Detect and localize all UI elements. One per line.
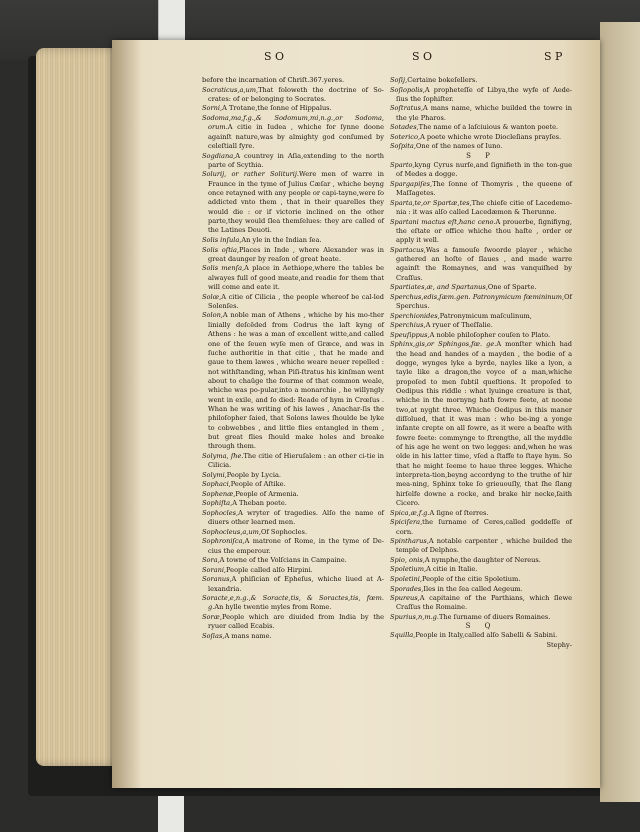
entry-headword: Soracte,e,n.g.,& Soracte,tis, & Soractes,tis, fœm. g. <box>202 594 384 612</box>
entry-definition: A mans name. <box>224 631 272 640</box>
entry-headword: Sophenæ, <box>202 489 236 498</box>
entry-definition: before the incarnation of Chriſt.367.yeres. <box>202 76 345 84</box>
entry-definition: The ſurname of diuers Romaines. <box>438 612 551 621</box>
entry-definition: A prouerbe, ſignifiyng, the eſtate or office whiche thou haſte , order or apply it well. <box>396 217 572 245</box>
entry-definition: People in Italy,called alſo Sabelli & Sabini. <box>415 631 558 640</box>
entry-definition: A ryuer of Theſſalie. <box>425 321 493 330</box>
entry-headword: Spartani mactus eſt,hanc ceno. <box>390 217 496 226</box>
entry-headword: Sodoma,ma,f.g.,& Sodomum,mi,n.g.,or Sodoma, orum. <box>202 113 384 132</box>
dictionary-entry <box>202 264 384 292</box>
dictionary-column-left <box>202 76 384 641</box>
dictionary-entry <box>390 340 572 508</box>
entry-definition: Patronymicum maſculinum, <box>439 311 532 320</box>
dictionary-entry <box>202 509 384 528</box>
entry-headword: Sperchionides, <box>390 311 440 320</box>
entry-headword: Solis inſula, <box>202 235 242 244</box>
dictionary-entry <box>390 133 572 142</box>
entry-headword: Speuſippus, <box>390 330 430 339</box>
entry-definition: A noble man of Athens , whiche by his mo-ther linially deſcēded from Codrus the laſt kyng of Athens : he was a man of excellent witte,and called one of the ſeuen wyſe men of Græce, and was in ſuche authoritie in that citie , that he made and gaue to them lawes , whiche weare neuer repelled : not withſtanding, whan Piſi-ſtratus his kinſman went about to chaūge the fourme of that common weale, whiche was po-pular,into a monarchie , he willyngly went in exile, and ſo died: Reade of hym in Crœſus . Whan he was writing of his lawes , Anachar-ſis the philoſopher ſaied, that Solons lawes ſhoulde be lyke to cobwebbes , and little flies entangled in them , but great flies ſhould make holes and breake through them. <box>208 311 384 451</box>
entry-definition: A propheteſſe of Libya,the wyfe of Aede-ſius the ſophiſter. <box>396 85 572 103</box>
entry-headword: Soſpita, <box>390 142 416 151</box>
entry-definition: The citie of Hieruſalem : an other ci-tie in Cilicia. <box>208 451 384 470</box>
entry-headword: Squilla, <box>390 631 416 640</box>
running-head-left: S O <box>264 50 285 63</box>
entry-headword: Soſtratus, <box>390 104 424 113</box>
entry-definition: A mans name, whiche builded the towre in the yle Pharos. <box>396 104 572 122</box>
entry-definition: Was a famouſe ſwoorde player , whiche gathered an hoſte of ſlaues , and made warre againſt the Romaynes, and was vanquiſhed by Craſſus. <box>396 245 572 282</box>
entry-definition: People by Lycia. <box>226 470 281 479</box>
dictionary-entry <box>202 236 384 245</box>
entry-headword: Sorni, <box>202 104 223 113</box>
dictionary-entry <box>390 594 572 613</box>
dictionary-entry <box>202 104 384 113</box>
entry-headword: Spartacus, <box>390 245 426 254</box>
dictionary-entry <box>390 312 572 321</box>
dictionary-entry <box>202 293 384 312</box>
entry-headword: Spiciſera, <box>390 518 423 527</box>
entry-definition: A notable carpenter , whiche builded the temple of Delphos. <box>396 537 572 555</box>
entry-definition: A Theban poete. <box>232 499 287 508</box>
entry-definition: That foloweth the doctrine of So-crates: of or belonging to Socrates. <box>208 85 384 103</box>
entry-headword: Soſij, <box>390 76 408 84</box>
entry-headword: Soſiopolis, <box>390 85 425 94</box>
dictionary-entry <box>390 631 572 640</box>
entry-headword: Soterico, <box>390 132 421 141</box>
entry-definition: the ſurname of Ceres,called goddeſſe of corn. <box>396 518 572 536</box>
entry-headword: Soranus, <box>202 575 232 584</box>
entry-headword: Sophocles, <box>202 508 239 517</box>
entry-headword: Spureus, <box>390 594 420 603</box>
dictionary-column-right <box>390 76 572 650</box>
entry-headword: Sophocleus,a,um, <box>202 527 261 536</box>
entry-definition: One of the names of Iuno. <box>415 142 503 151</box>
gutter-shadow <box>112 40 142 788</box>
entry-headword: Spio, onis, <box>390 555 425 564</box>
entry-headword: Spoletium, <box>390 565 427 574</box>
dictionary-entry <box>390 585 572 594</box>
dictionary-entry <box>390 556 572 565</box>
entry-headword: Spartiates,æ, and Spartanus, <box>390 283 488 292</box>
entry-headword: Spargapiſes, <box>390 179 433 188</box>
running-head-right: S P <box>544 50 563 63</box>
entry-definition: People of Armenia. <box>235 489 299 498</box>
entry-headword: Sphinx,gis,or Sphingos,fœ. ge. <box>390 340 497 349</box>
dictionary-entry <box>390 123 572 132</box>
dictionary-entry <box>202 76 384 85</box>
entry-headword: Sperchus,edis,ſæm.gen. Patronymicum fœmininum, <box>390 292 565 301</box>
running-head-center: S O <box>412 50 433 63</box>
dictionary-entry <box>390 321 572 330</box>
entry-headword: Sperchius, <box>390 321 426 330</box>
entry-definition: A towne of the Volſcians in Campaine. <box>219 556 347 565</box>
entry-definition: The ſonne of Thomyris , the queene of Maſſagetes. <box>396 179 572 198</box>
entry-definition: Of Sophocles. <box>260 527 308 536</box>
entry-headword: Sophroniſca, <box>202 537 245 546</box>
entry-definition: People of Aſtike. <box>230 480 286 489</box>
dictionary-entry <box>202 170 384 235</box>
section-heading: S Q <box>465 622 497 631</box>
entry-definition: People of the citie Spoletium. <box>421 575 521 583</box>
entry-definition: A ſigne of ſterres. <box>429 508 489 517</box>
dictionary-entry <box>202 537 384 556</box>
dictionary-entry <box>390 161 572 180</box>
entry-definition: A citie of Cilicia , the people whereof be cal-led Solenſes. <box>208 292 384 310</box>
entry-definition: A nymphe,the daughter of Nereus. <box>424 555 541 564</box>
dictionary-entry <box>390 565 572 574</box>
entry-definition: Certaine bokeſellers. <box>407 76 478 84</box>
entry-headword: Solœ, <box>202 292 222 301</box>
entry-headword: Solon, <box>202 311 223 320</box>
entry-definition: Places in Inde , where Alexander was in great daunger by reaſon of great heate. <box>208 245 384 263</box>
entry-definition: A monſter which had the head and handes of a mayden , the bodie of a dogge, wynges lyke a byrde, nayles like a lyon, a tayle like a dragon,the voyce of a man,whiche propoſed to men ſubtil queſtions. It propoſed to Oedipus this riddle : what lyuinge creature is that, whiche in the mornyng hath fowre feete, at noone two,at nyght three. Whiche Oedipus in this maner diſſolued, that it was man : who be-ing a yonge infante crepte on all fowre, as it were a beaſte with fowre feete: commynge to ſtrengthe, all the myddle of his age he went on two legges: and,when he was olde in his latter time, vſed a ſtaffe to ſtaye hym. So that he might ſeeme to haue three legges. Whiche interpreta-tion,beyng accordyng to the truthe of hir mea-ning, Sphinx toke ſo grieuouſly, that ſhe ſlang hirſelfe downe a rocke, and brake hir necke,ſaith Cicero. <box>396 340 572 508</box>
dictionary-entry <box>202 556 384 565</box>
running-head <box>112 48 600 68</box>
dictionary-entry <box>390 76 572 85</box>
dictionary-entry <box>390 199 572 218</box>
entry-definition: A citie in Iudea , whiche for ſynne doone againſt nature,was by almighty god conſumed by celeſtiall fyre. <box>208 123 384 150</box>
dictionary-entry <box>390 518 572 537</box>
entry-headword: Sporades, <box>390 584 424 593</box>
dictionary-entry <box>390 218 572 246</box>
entry-headword: Sparto, <box>390 160 415 169</box>
entry-definition: A citie in Italie. <box>426 565 478 574</box>
entry-definition: The name of a laſciuious & wanton poete. <box>418 123 559 132</box>
entry-definition: kyng Cyrus nurſe,and ſignifieth in the ton-gue of Medes a dogge. <box>396 160 572 179</box>
dictionary-entry <box>390 331 572 340</box>
entry-definition: A wryter of tragedies. Alſo the name of diuers other learned men. <box>208 508 384 527</box>
entry-definition: People which are diuided from India by the ryuer called Ecabis. <box>208 612 384 631</box>
dictionary-entry <box>202 452 384 471</box>
entry-headword: Sorani, <box>202 565 227 574</box>
dictionary-entry <box>202 566 384 575</box>
entry-definition: Of Sperchus. <box>396 292 572 311</box>
entry-definition: A Trotane,the ſonne of Hippalus. <box>222 104 332 113</box>
entry-headword: Sora, <box>202 556 220 565</box>
dictionary-entry <box>390 613 572 622</box>
entry-headword: Socraticus,a,um, <box>202 85 259 94</box>
entry-definition: A place in Aethiope,where the tables be alwayes full of good meate,and readie for them that will come and eate it. <box>208 264 384 292</box>
entry-definition: A capitaine of the Parthians, which ſlewe Craſſus the Romaine. <box>396 594 572 612</box>
dictionary-entry <box>390 509 572 518</box>
dictionary-entry <box>390 537 572 556</box>
entry-definition: An yle in the Indian ſea. <box>241 235 322 244</box>
entry-definition: Were men of warre in Fraunce in the tyme of Julius Cæſar , whiche beyng once retayned with any people or capi-tayne,were ſo addicted vnto them , that in their quarelles they would die : or if victorie inclined on the other parte,they would ſlea themſelues: they are called of the Latines Deuoti. <box>208 170 384 235</box>
catchword: Stephy- <box>546 641 572 649</box>
entry-headword: Spoletini, <box>390 575 422 583</box>
dictionary-entry <box>202 594 384 613</box>
entry-headword: Solis menſa, <box>202 264 245 273</box>
entry-headword: Spurius,n,m.g. <box>390 612 439 621</box>
entry-definition: A matrone of Rome, in the tyme of De-cius the emperour. <box>208 537 384 555</box>
entry-definition: A poete whiche wrote Diocleſians prayſes. <box>420 132 562 141</box>
entry-headword: Sophiſta, <box>202 499 233 508</box>
entry-headword: Spica,æ,f.g. <box>390 508 430 517</box>
entry-headword: Solis oſtia, <box>202 245 239 254</box>
dictionary-entry <box>202 632 384 641</box>
dictionary-entry <box>390 293 572 312</box>
entry-headword: Soſias, <box>202 631 225 640</box>
scale-ruler-top <box>158 0 185 40</box>
entry-definition: One of Sparte. <box>487 283 537 292</box>
dictionary-entry <box>390 246 572 283</box>
entry-headword: Sophaci, <box>202 480 231 489</box>
entry-headword: Solymi, <box>202 470 227 479</box>
dictionary-entry <box>390 86 572 105</box>
entry-definition: A phiſician of Epheſus, whiche liued at A-lexandria. <box>208 575 384 593</box>
dictionary-entry <box>202 114 384 151</box>
dictionary-entry <box>202 528 384 537</box>
entry-headword: Solurij, or rather Soliturij. <box>202 170 300 179</box>
dictionary-entry <box>390 575 572 584</box>
dictionary-entry <box>202 86 384 105</box>
entry-headword: Spintharus, <box>390 537 429 546</box>
entry-headword: Solyma, ſhe. <box>202 451 244 460</box>
dictionary-entry <box>390 142 572 151</box>
dictionary-entry <box>202 575 384 594</box>
entry-definition: Iles in the ſea called Aegeum. <box>423 584 523 593</box>
section-heading: S P <box>466 151 496 160</box>
dictionary-entry <box>202 480 384 489</box>
entry-headword: Sparta,te,or Spartæ,tes, <box>390 198 472 207</box>
entry-definition: An hylle twentie myles from Rome. <box>214 603 332 612</box>
book-page-edges <box>36 48 122 766</box>
entry-headword: Sogdiana, <box>202 151 236 160</box>
dictionary-entry <box>390 283 572 292</box>
dictionary-entry <box>202 499 384 508</box>
dictionary-entry <box>390 104 572 123</box>
dictionary-entry <box>202 613 384 632</box>
dictionary-entry <box>390 180 572 199</box>
entry-definition: People called alſo Hirpini. <box>226 565 313 574</box>
dictionary-entry <box>202 311 384 451</box>
dictionary-entry <box>202 490 384 499</box>
entry-headword: Sotades, <box>390 123 419 132</box>
entry-definition: A noble philoſopher couſen to Plato. <box>429 330 551 339</box>
dictionary-entry <box>202 246 384 265</box>
entry-definition: A countrey in Aſia,extending to the north parte of Scythia. <box>208 151 384 169</box>
entry-definition: The chiefe citie of Lacedemo-nia : it was alſo called Lacedæmon & Therunne. <box>396 198 572 216</box>
dictionary-entry <box>202 152 384 171</box>
entry-headword: Soræ, <box>202 612 222 621</box>
dictionary-entry <box>202 471 384 480</box>
facing-page <box>600 22 640 802</box>
